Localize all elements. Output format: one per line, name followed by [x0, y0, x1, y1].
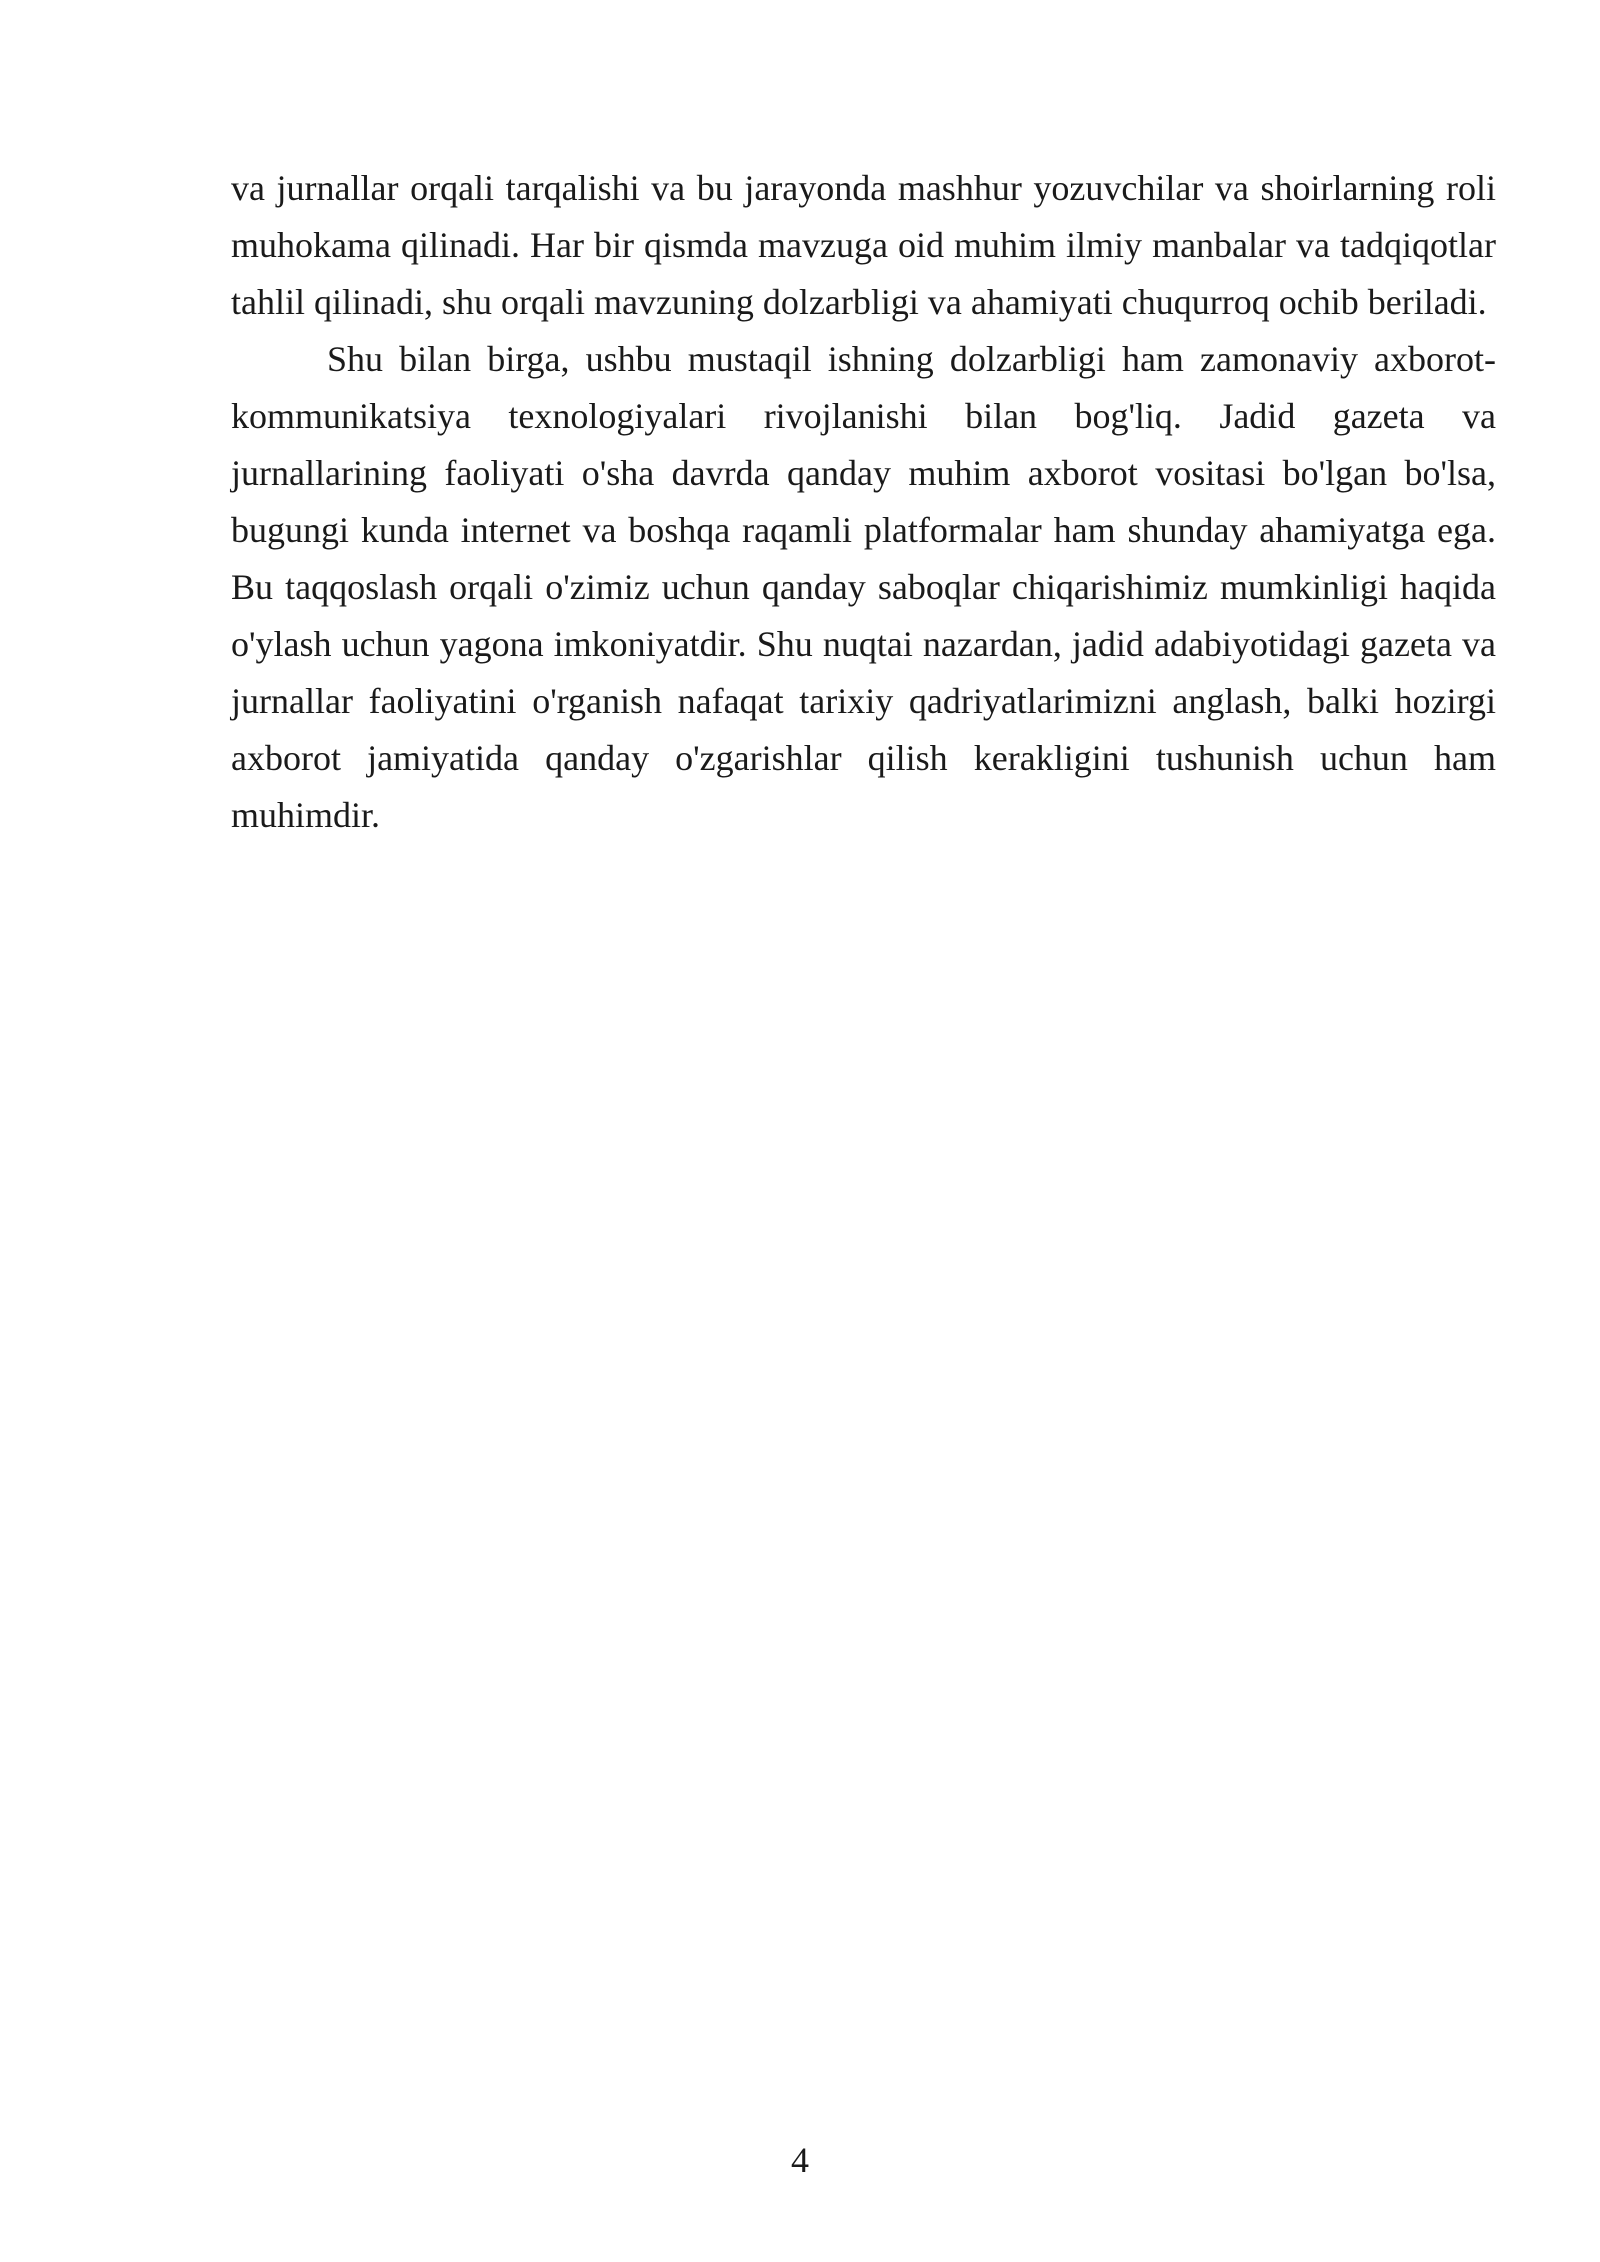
paragraph-relevance: Shu bilan birga, ushbu mustaqil ishning dolzarbligi ham zamonaviy axborot-kommunikatsiya texnologiyalari rivojlanishi bilan bog'liq. Jadid gazeta va jurnallarining faoliyati o'sha davrda qanday muhim axborot vositasi bo'lgan bo'lsa, bugungi kunda internet va boshqa raqamli platformalar ham shunday ahamiyatga ega. Bu taqqoslash orqali o'zimiz uchun qanday saboqlar chiqarishimiz mumkinligi haqida o'ylash uchun yagona imkoniyatdir. Shu nuqtai nazardan, jadid adabiyotidagi gazeta va jurnallar faoliyatini o'rganish nafaqat tarixiy qadriyatlarimizni anglash, balki hozirgi axborot jamiyatida qanday o'zgarishlar qilish kerakligini tushunish uchun ham muhimdir. [231, 339, 1496, 835]
paragraph-continuation: va jurnallar orqali tarqalishi va bu jarayonda mashhur yozuvchilar va shoirlarning roli muhokama qilinadi. Har bir qismda mavzuga oid muhim ilmiy manbalar va tadqiqotlar tahlil qilinadi, shu orqali mavzuning dolzarbligi va ahamiyati chuqurroq ochib beriladi. [231, 168, 1496, 322]
body-text [231, 160, 1496, 844]
page-number: 4 [791, 2140, 809, 2180]
